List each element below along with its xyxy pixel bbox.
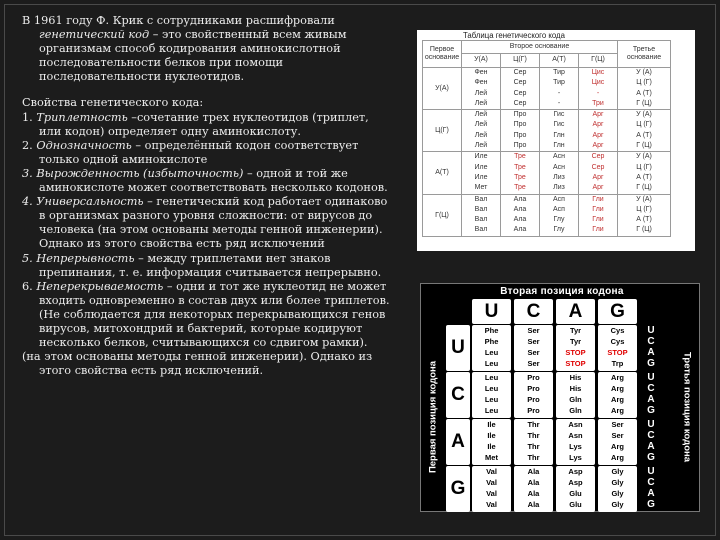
- amino-acid: Тре: [514, 173, 526, 181]
- table1-grid: [422, 40, 671, 237]
- third-base: U: [647, 372, 655, 383]
- third-base: A: [647, 488, 655, 499]
- amino-acid: Сер: [513, 69, 527, 76]
- intro-paragraph: [22, 14, 394, 84]
- third-base: U: [647, 325, 655, 336]
- third-base: Ц (Г): [636, 121, 652, 129]
- amino-acid: Глу: [553, 216, 565, 224]
- amino-cell: [462, 194, 501, 236]
- third-bases: [640, 325, 662, 371]
- amino-acid: Gly: [611, 467, 624, 476]
- amino-acid: Гли: [592, 226, 604, 234]
- amino-acid: Тре: [514, 153, 526, 161]
- amino-acid: -: [557, 89, 561, 97]
- amino-acid: Про: [513, 131, 527, 139]
- amino-acid: Leu: [484, 348, 499, 357]
- amino-acid: Asp: [568, 478, 583, 487]
- table2-top-bases: [472, 299, 676, 324]
- amino-acid: Ser: [527, 326, 540, 335]
- amino-acid: Ала: [513, 195, 527, 203]
- amino-acid: Фен: [474, 69, 488, 76]
- properties-title: Свойства генетического кода:: [22, 96, 204, 110]
- amino-acid: Asn: [568, 420, 583, 429]
- codon-cell: [514, 372, 553, 418]
- amino-acid: Сер: [591, 153, 605, 161]
- amino-acid: Arg: [611, 442, 624, 451]
- amino-acid: Thr: [527, 453, 540, 462]
- amino-acid: Val: [486, 467, 497, 476]
- amino-acid: Ala: [527, 489, 540, 498]
- third-base: G: [647, 405, 655, 416]
- amino-acid: Арг: [592, 121, 604, 129]
- amino-acid: STOP: [565, 359, 586, 368]
- amino-acid: Арг: [592, 173, 604, 181]
- first-base: А(Т): [423, 152, 462, 194]
- amino-acid: Арг: [592, 184, 604, 192]
- amino-acid: Арг: [592, 131, 604, 139]
- property-5: 5. Непрерывность – между триплетами нет знаков препинания, т. е. информация считывается непрерывно.: [22, 251, 382, 279]
- third-base: У (А): [636, 153, 652, 161]
- third-base: Ц (Г): [636, 205, 652, 213]
- third-base: Г (Ц): [636, 99, 652, 107]
- amino-acid: Met: [485, 453, 498, 462]
- amino-acid: Arg: [611, 373, 624, 382]
- amino-cell: [501, 152, 540, 194]
- amino-acid: Pro: [527, 384, 540, 393]
- third-base: G: [647, 452, 655, 463]
- amino-acid: Val: [486, 489, 497, 498]
- genetic-code-table-ru: [417, 30, 695, 251]
- first-base: G: [446, 466, 470, 512]
- table1-first-header: Первое основание: [423, 41, 462, 68]
- table1-title: Таблица генетического кода: [463, 31, 565, 40]
- amino-acid: Arg: [611, 384, 624, 393]
- codon-cell: [472, 466, 511, 512]
- amino-cell: [540, 110, 579, 152]
- amino-acid: Tyr: [569, 326, 582, 335]
- amino-acid: Глн: [553, 142, 565, 150]
- amino-acid: Цис: [591, 79, 605, 87]
- amino-acid: Gln: [569, 406, 582, 415]
- amino-acid: Три: [592, 99, 604, 107]
- amino-acid: Лей: [474, 99, 488, 107]
- first-base: A: [446, 419, 470, 465]
- table1-third-header: Третье основание: [618, 41, 671, 68]
- table2-row: [446, 466, 676, 512]
- amino-acid: Gln: [569, 395, 582, 404]
- codon-cell: [598, 419, 637, 465]
- third-bases: [640, 466, 662, 512]
- amino-acid: His: [569, 373, 582, 382]
- third-base: A: [647, 394, 655, 405]
- amino-acid: Фен: [474, 79, 488, 87]
- first-base: U: [446, 325, 470, 371]
- intro-term: генетический код: [39, 28, 150, 42]
- amino-acid: Асп: [553, 195, 565, 203]
- third-base: C: [647, 383, 655, 394]
- amino-acid: Иле: [474, 173, 488, 181]
- amino-acid: Асн: [552, 153, 566, 161]
- amino-acid: Lys: [569, 453, 582, 462]
- codon-cell: [514, 419, 553, 465]
- amino-acid: Вал: [474, 205, 488, 213]
- amino-acid: Asn: [568, 431, 583, 440]
- second-base: C: [514, 299, 553, 324]
- third-base: Г (Ц): [636, 184, 652, 192]
- amino-acid: Тре: [514, 184, 526, 192]
- amino-acid: Лиз: [553, 173, 565, 181]
- third-base: Г (Ц): [636, 142, 652, 150]
- amino-acid: Leu: [484, 373, 499, 382]
- third-base: Ц (Г): [636, 163, 652, 171]
- amino-cell: [501, 68, 540, 110]
- amino-acid: Ile: [487, 420, 496, 429]
- amino-cell: [579, 152, 618, 194]
- amino-acid: Лей: [474, 131, 488, 139]
- amino-acid: Иле: [474, 163, 488, 171]
- amino-acid: Сер: [591, 163, 605, 171]
- amino-acid: Lys: [569, 442, 582, 451]
- amino-acid: Phe: [484, 326, 499, 335]
- first-base: У(А): [423, 68, 462, 110]
- amino-acid: Гис: [553, 111, 565, 119]
- amino-cell: [579, 110, 618, 152]
- amino-acid: His: [569, 384, 582, 393]
- amino-acid: Val: [486, 500, 497, 509]
- amino-cell: [501, 194, 540, 236]
- table2-row: [446, 372, 676, 418]
- second-base: A: [556, 299, 595, 324]
- third-base: А (Т): [636, 89, 652, 97]
- amino-acid: Arg: [611, 453, 624, 462]
- codon-cell: [472, 419, 511, 465]
- third-base: G: [647, 499, 655, 510]
- amino-acid: Glu: [569, 489, 582, 498]
- amino-acid: Thr: [527, 431, 540, 440]
- codon-cell: [472, 325, 511, 371]
- amino-cell: [501, 110, 540, 152]
- property-4: 4. Универсальность – генетический код работает одинаково в организмах разного уровня сложности: от вирусов до человека (на этом основаны методы генной инженерии). Однако из этого свойства есть ряд исключений: [22, 195, 388, 251]
- first-base: Г(Ц): [423, 194, 462, 236]
- amino-cell: [540, 68, 579, 110]
- codon-cell: [598, 466, 637, 512]
- amino-acid: Gly: [611, 500, 624, 509]
- amino-acid: Глн: [553, 131, 565, 139]
- amino-acid: Glu: [569, 500, 582, 509]
- table1-second-header: Второе основание: [462, 41, 618, 54]
- amino-acid: STOP: [565, 348, 586, 357]
- amino-acid: Trp: [611, 359, 624, 368]
- amino-acid: Leu: [484, 384, 499, 393]
- amino-acid: Гли: [592, 216, 604, 224]
- amino-acid: Pro: [527, 406, 540, 415]
- third-base: А (Т): [636, 131, 652, 139]
- codon-table-en: [420, 283, 700, 512]
- codon-cell: [556, 372, 595, 418]
- table1-col-header: У(А): [462, 53, 501, 67]
- amino-acid: Тре: [514, 163, 526, 171]
- amino-acid: Про: [513, 111, 527, 119]
- amino-acid: Цис: [591, 69, 605, 76]
- table1-col-header: Ц(Г): [501, 53, 540, 67]
- amino-acid: Сер: [513, 79, 527, 87]
- codon-cell: [472, 372, 511, 418]
- amino-acid: Вал: [474, 226, 488, 234]
- amino-acid: Val: [486, 478, 497, 487]
- amino-acid: Ile: [487, 442, 496, 451]
- amino-acid: Лей: [474, 121, 488, 129]
- amino-acid: Leu: [484, 406, 499, 415]
- intro-rest: – это свойственный всем живым организмам способ кодирования аминокислотной последовательности белков при помощи последовательности нуклеотидов.: [39, 28, 347, 84]
- codon-cell: [556, 419, 595, 465]
- second-base: U: [472, 299, 511, 324]
- third-bases: [640, 372, 662, 418]
- amino-acid: Leu: [484, 359, 499, 368]
- amino-acid: Асн: [552, 163, 566, 171]
- table1-row: [423, 152, 671, 194]
- third-base: A: [647, 347, 655, 358]
- amino-acid: Мет: [474, 184, 488, 192]
- property-6: 6. Неперекрываемость – одни и тот же нуклеотид не может входить одновременно в состав двух или более триплетов. (Не соблюдается для некоторых перекрывающихся генов вирусов, митохондрий и бактерий, которые кодируют несколько белков, считывающихся со сдвигом рамки).: [22, 279, 390, 350]
- table2-row: [446, 325, 676, 371]
- third-base: Г (Ц): [636, 226, 652, 234]
- table2-row: [446, 419, 676, 465]
- table1-col-header: Г(Ц): [579, 53, 618, 67]
- third-base: C: [647, 477, 655, 488]
- amino-acid: Ала: [513, 205, 527, 213]
- amino-acid: Ala: [527, 467, 540, 476]
- amino-acid: Arg: [611, 406, 624, 415]
- table1-row: [423, 194, 671, 236]
- third-base: А (Т): [636, 173, 652, 181]
- amino-acid: Асп: [553, 205, 565, 213]
- table1-row: [423, 68, 671, 110]
- table2-right-label: Третья позиция кодона: [681, 351, 693, 462]
- amino-acid: Ser: [527, 337, 540, 346]
- table2-left-label: Первая позиция кодона: [427, 360, 439, 473]
- amino-acid: Gly: [611, 478, 624, 487]
- table1-col-header: А(Т): [540, 53, 579, 67]
- amino-acid: Сер: [513, 99, 527, 107]
- amino-cell: [462, 110, 501, 152]
- amino-acid: Про: [513, 121, 527, 129]
- amino-acid: Ала: [513, 226, 527, 234]
- amino-acid: Ser: [611, 420, 624, 429]
- amino-acid: -: [596, 89, 600, 97]
- closing-paragraph: (на этом основаны методы генной инженерии). Однако из этого свойства есть ряд исключений.: [22, 350, 373, 378]
- third-base: U: [647, 419, 655, 430]
- third-base: У (А): [636, 69, 652, 76]
- amino-acid: Арг: [592, 111, 604, 119]
- amino-acid: Лей: [474, 142, 488, 150]
- amino-acid: Ala: [527, 500, 540, 509]
- intro-text: В 1961 году Ф. Крик с сотрудниками расшифровали: [22, 14, 335, 27]
- amino-cell: [579, 194, 618, 236]
- third-base: U: [647, 466, 655, 477]
- codon-cell: [514, 466, 553, 512]
- amino-acid: Thr: [527, 442, 540, 451]
- amino-acid: Арг: [592, 142, 604, 150]
- amino-acid: Arg: [611, 395, 624, 404]
- third-base: G: [647, 358, 655, 369]
- amino-acid: Гли: [592, 195, 604, 203]
- amino-cell: [540, 152, 579, 194]
- amino-acid: Tyr: [569, 337, 582, 346]
- amino-acid: Ser: [527, 348, 540, 357]
- amino-acid: Thr: [527, 420, 540, 429]
- amino-acid: Leu: [484, 395, 499, 404]
- amino-acid: Вал: [474, 216, 488, 224]
- second-base: G: [598, 299, 637, 324]
- table1-row: [423, 110, 671, 152]
- table2-title: Вторая позиция кодона: [500, 286, 624, 297]
- amino-acid: Сер: [513, 89, 527, 97]
- third-base: A: [647, 441, 655, 452]
- amino-acid: Ser: [611, 431, 624, 440]
- amino-cell: [540, 194, 579, 236]
- third-base: У (А): [636, 195, 652, 203]
- third-base: У (А): [636, 111, 652, 119]
- amino-acid: Лей: [474, 89, 488, 97]
- amino-cell: [462, 152, 501, 194]
- property-3: 3. Вырожденность (избыточность) – одной и той же аминокислоте может соответствовать несколько кодонов.: [22, 166, 388, 195]
- codon-cell: [556, 325, 595, 371]
- amino-cell: [579, 68, 618, 110]
- amino-cell: [462, 68, 501, 110]
- codon-cell: [556, 466, 595, 512]
- codon-cell: [514, 325, 553, 371]
- amino-acid: Ser: [527, 359, 540, 368]
- text-column: [22, 14, 394, 378]
- amino-acid: Ala: [527, 478, 540, 487]
- amino-acid: -: [557, 99, 561, 107]
- amino-acid: Gly: [611, 489, 624, 498]
- amino-acid: Pro: [527, 395, 540, 404]
- amino-acid: Pro: [527, 373, 540, 382]
- amino-acid: STOP: [607, 348, 628, 357]
- third-base: C: [647, 336, 655, 347]
- third-base: А (Т): [636, 216, 652, 224]
- amino-acid: Вал: [474, 195, 488, 203]
- third-bases: [640, 419, 662, 465]
- amino-acid: Ала: [513, 216, 527, 224]
- amino-acid: Ile: [487, 431, 496, 440]
- amino-acid: Asp: [568, 467, 583, 476]
- amino-acid: Глу: [553, 226, 565, 234]
- amino-acid: Про: [513, 142, 527, 150]
- amino-acid: Тир: [553, 79, 565, 87]
- amino-acid: Лей: [474, 111, 488, 119]
- first-base: Ц(Г): [423, 110, 462, 152]
- amino-acid: Гис: [553, 121, 565, 129]
- property-1: 1. Триплетность –сочетание трех нуклеотидов (триплет, или кодон) определяет одну аминокислоту.: [22, 110, 369, 138]
- amino-acid: Phe: [484, 337, 499, 346]
- amino-acid: Гли: [592, 205, 604, 213]
- amino-acid: Лиз: [553, 184, 565, 192]
- table2-grid: [446, 299, 676, 512]
- amino-acid: Cys: [610, 326, 625, 335]
- property-2: 2. Однозначность – определённый кодон соответствует только одной аминокислоте: [22, 138, 359, 166]
- third-base: C: [647, 430, 655, 441]
- codon-cell: [598, 372, 637, 418]
- codon-cell: [598, 325, 637, 371]
- amino-acid: Иле: [474, 153, 488, 161]
- amino-acid: Cys: [610, 337, 625, 346]
- third-base: Ц (Г): [636, 79, 652, 87]
- amino-acid: Тир: [553, 69, 565, 76]
- first-base: C: [446, 372, 470, 418]
